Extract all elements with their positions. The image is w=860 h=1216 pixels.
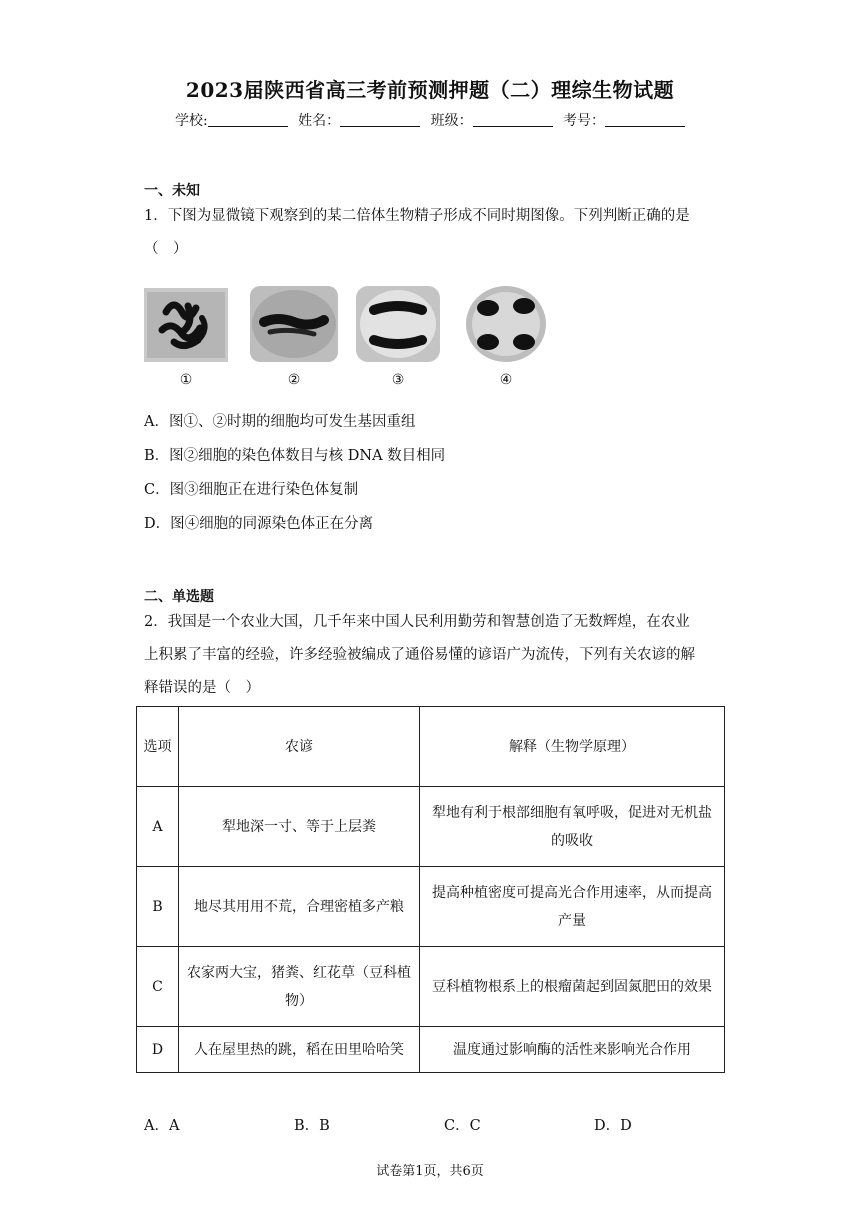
row-proverb: 人在屋里热的跳，稻在田里哈哈笑 [179,1027,420,1073]
micrograph-3 [356,282,440,388]
row-proverb: 犁地深一寸、等于上层粪 [179,787,420,867]
row-option: A [137,787,179,867]
section-heading-2: 二、单选题 [144,589,214,605]
question-2-stem-line: 2．我国是一个农业大国，几千年来中国人民利用勤劳和智慧创造了无数辉煌，在农业 [144,614,690,630]
question-2-answer-d: D．D [594,1118,632,1134]
table-row [137,1027,725,1073]
table-row [137,787,725,867]
class-blank [473,112,553,127]
row-option: D [137,1027,179,1073]
micrograph-label: ④ [499,372,513,388]
micrograph-1 [144,282,228,388]
row-option: C [137,947,179,1027]
proverb-table [136,706,725,1073]
question-2-answer-a: A．A [144,1118,180,1134]
student-info-line [0,110,860,130]
row-explanation: 提高种植密度可提高光合作用速率，从而提高产量 [420,867,725,947]
question-1-stem-line: 1．下图为显微镜下观察到的某二倍体生物精子形成不同时期图像。下列判断正确的是 [144,208,690,224]
section-heading-1: 一、未知 [144,183,200,199]
row-option: B [137,867,179,947]
question-1-stem-line: （ ） [144,241,188,257]
micrograph-label: ③ [391,372,405,388]
micrograph-4 [464,282,548,388]
name-blank [340,112,420,127]
question-1-option-b: B．图②细胞的染色体数目与核 DNA 数目相同 [144,448,446,464]
question-2-stem [144,606,724,705]
row-explanation: 温度通过影响酶的活性来影响光合作用 [420,1027,725,1073]
question-1-option-a: A．图①、②时期的细胞均可发生基因重组 [144,414,416,430]
question-2-answer-b: B．B [294,1118,330,1134]
micrograph-label: ① [179,372,193,388]
header-option: 选项 [137,707,179,787]
table-row [137,867,725,947]
row-proverb: 地尽其用用不荒，合理密植多产粮 [179,867,420,947]
question-1-option-d: D．图④细胞的同源染色体正在分离 [144,516,374,532]
page-footer: 试卷第1页，共6页 [376,1164,484,1179]
question-2-answer-c: C．C [444,1118,481,1134]
micrograph-label: ② [287,372,301,388]
question-2-stem-line: 上积累了丰富的经验，许多经验被编成了通俗易懂的谚语广为流传，下列有关农谚的解 [144,647,695,663]
row-proverb: 农家两大宝，猪粪、红花草（豆科植物） [179,947,420,1027]
row-explanation: 豆科植物根系上的根瘤菌起到固氮肥田的效果 [420,947,725,1027]
school-label: 学校: [174,113,208,129]
question-1-option-c: C．图③细胞正在进行染色体复制 [144,482,359,498]
micrograph-2 [248,282,340,388]
class-label: 班级： [430,113,473,129]
exam-number-label: 考号： [563,113,606,129]
header-explanation: 解释（生物学原理） [420,707,725,787]
page-title: 2023届陕西省高三考前预测押题（二）理综生物试题 [185,78,675,102]
question-2-stem-line: 释错误的是（ ） [144,680,260,696]
table-row [137,947,725,1027]
header-proverb: 农谚 [179,707,420,787]
question-1-stem [144,200,724,266]
name-label: 姓名： [298,113,341,129]
exam-number-blank [605,112,685,127]
school-blank [208,112,288,127]
table-header-row [137,707,725,787]
row-explanation: 犁地有利于根部细胞有氧呼吸，促进对无机盐的吸收 [420,787,725,867]
